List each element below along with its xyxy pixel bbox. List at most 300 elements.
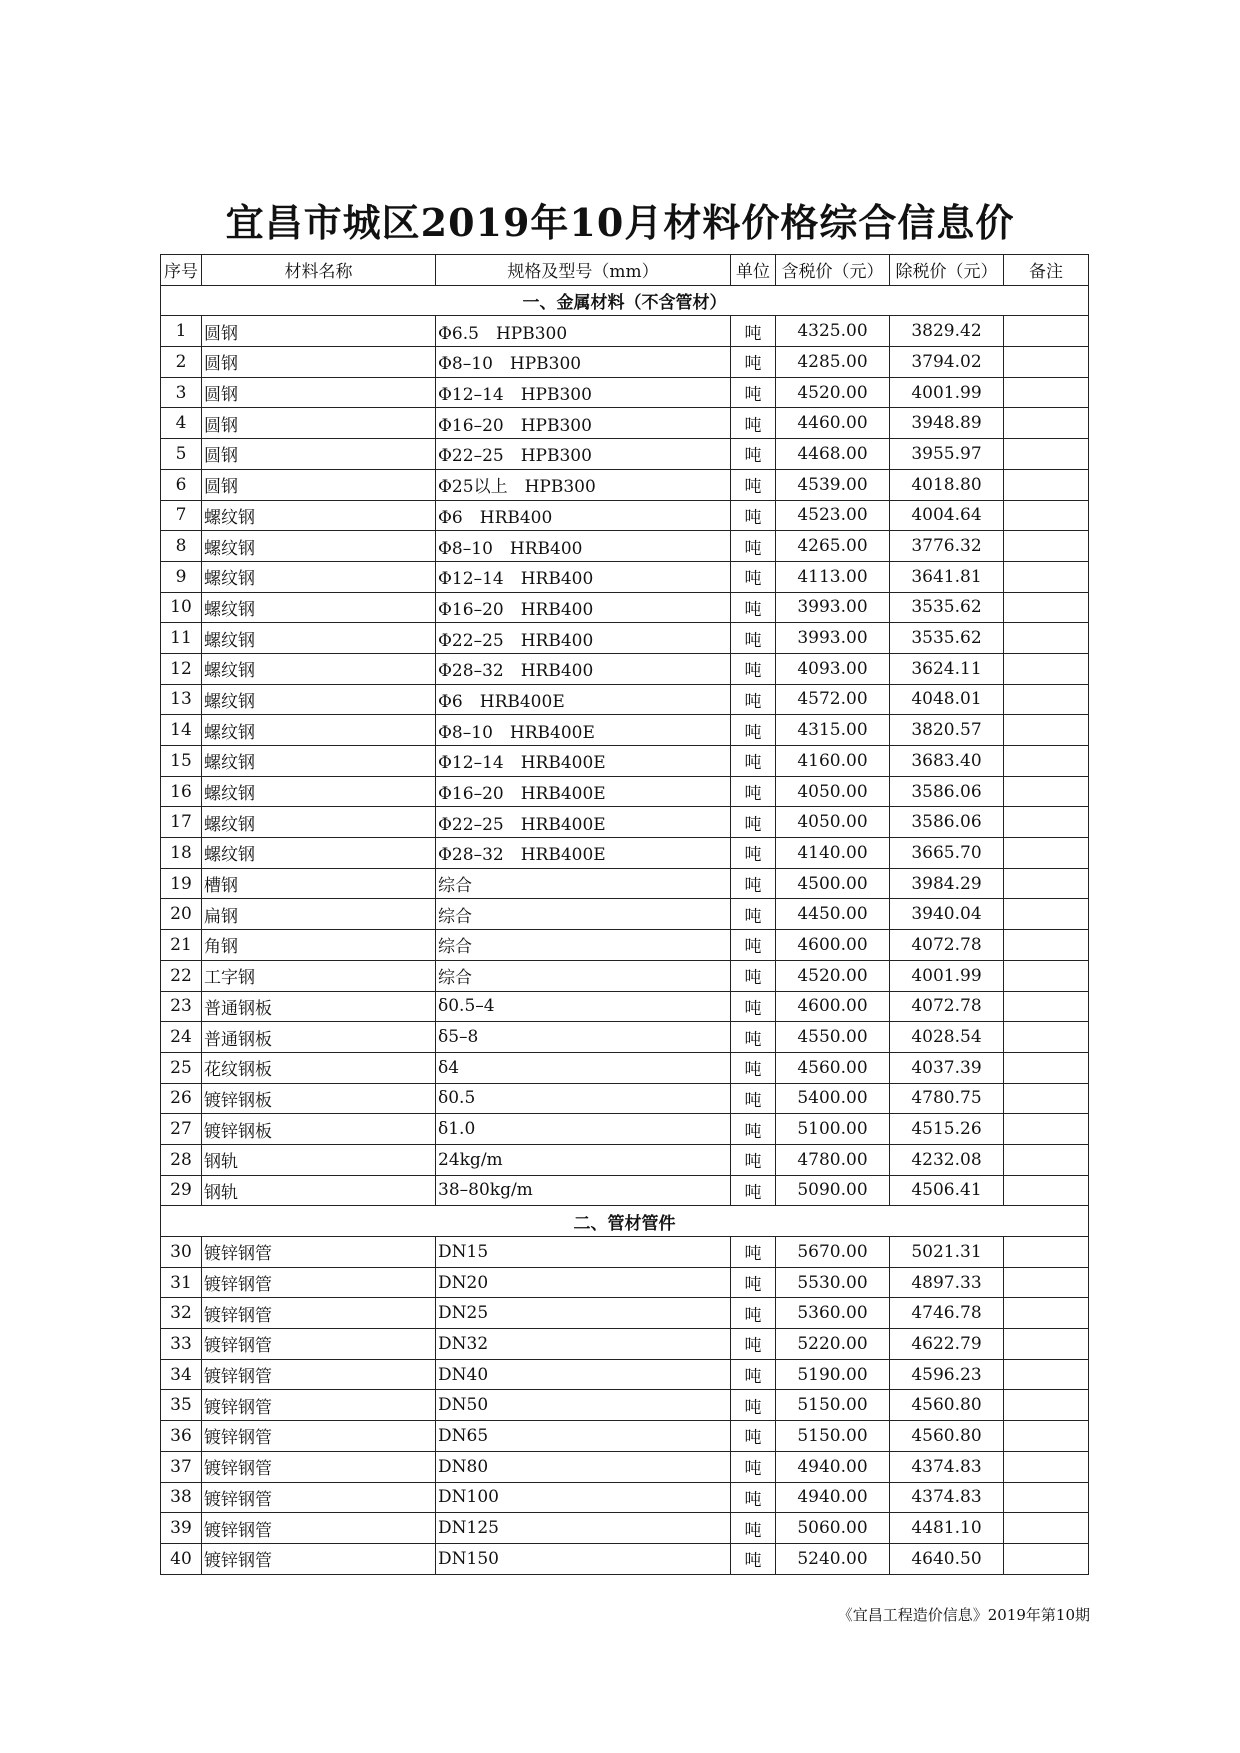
material-name-cell: 镀锌钢板 [202, 1083, 436, 1114]
notax-price-cell: 3665.70 [890, 838, 1004, 869]
price-table [160, 254, 1089, 1575]
spec-model-cell: 综合 [436, 868, 731, 899]
material-name-cell: 圆钢 [202, 377, 436, 408]
table-row [161, 1083, 1089, 1114]
row-no-cell: 35 [161, 1390, 202, 1421]
unit-cell: 吨 [731, 715, 776, 746]
spec-model-cell: 综合 [436, 930, 731, 961]
unit-cell: 吨 [731, 408, 776, 439]
note-cell [1004, 776, 1089, 807]
tax-price-cell: 4500.00 [776, 868, 890, 899]
table-row [161, 1237, 1089, 1268]
tax-price-cell: 4050.00 [776, 807, 890, 838]
material-name-cell: 镀锌钢管 [202, 1451, 436, 1482]
table-row [161, 1267, 1089, 1298]
spec-model-cell: Φ12–14 HRB400 [436, 561, 731, 592]
note-cell [1004, 684, 1089, 715]
tax-price-cell: 4093.00 [776, 653, 890, 684]
notax-price-cell: 4622.79 [890, 1329, 1004, 1360]
notax-price-cell: 3984.29 [890, 868, 1004, 899]
unit-cell: 吨 [731, 807, 776, 838]
unit-cell: 吨 [731, 684, 776, 715]
spec-model-cell: 综合 [436, 960, 731, 991]
spec-model-cell: Φ8–10 HRB400 [436, 531, 731, 562]
table-row [161, 838, 1089, 869]
tax-price-cell: 4325.00 [776, 316, 890, 347]
price-table-body [161, 255, 1089, 1575]
spec-model-cell: DN25 [436, 1298, 731, 1329]
row-no-cell: 6 [161, 469, 202, 500]
notax-price-cell: 4560.80 [890, 1390, 1004, 1421]
tax-price-cell: 4560.00 [776, 1052, 890, 1083]
tax-price-cell: 4600.00 [776, 991, 890, 1022]
material-name-cell: 螺纹钢 [202, 746, 436, 777]
material-name-cell: 圆钢 [202, 316, 436, 347]
spec-model-cell: DN100 [436, 1482, 731, 1513]
material-name-cell: 圆钢 [202, 469, 436, 500]
notax-price-cell: 4072.78 [890, 930, 1004, 961]
note-cell [1004, 1083, 1089, 1114]
table-row [161, 1114, 1089, 1145]
tax-price-cell: 4160.00 [776, 746, 890, 777]
tax-price-cell: 4520.00 [776, 960, 890, 991]
table-row [161, 408, 1089, 439]
row-no-cell: 5 [161, 439, 202, 470]
table-row [161, 1052, 1089, 1083]
note-cell [1004, 1543, 1089, 1574]
table-row [161, 561, 1089, 592]
note-cell [1004, 408, 1089, 439]
tax-price-cell: 5400.00 [776, 1083, 890, 1114]
notax-price-cell: 3586.06 [890, 776, 1004, 807]
header-note: 备注 [1004, 255, 1089, 286]
material-name-cell: 螺纹钢 [202, 531, 436, 562]
unit-cell: 吨 [731, 1298, 776, 1329]
material-name-cell: 镀锌钢管 [202, 1421, 436, 1452]
table-row [161, 776, 1089, 807]
material-name-cell: 螺纹钢 [202, 684, 436, 715]
material-name-cell: 普通钢板 [202, 991, 436, 1022]
unit-cell: 吨 [731, 1543, 776, 1574]
tax-price-cell: 5670.00 [776, 1237, 890, 1268]
row-no-cell: 1 [161, 316, 202, 347]
unit-cell: 吨 [731, 1390, 776, 1421]
note-cell [1004, 930, 1089, 961]
table-row [161, 868, 1089, 899]
spec-model-cell: 综合 [436, 899, 731, 930]
material-name-cell: 镀锌钢管 [202, 1390, 436, 1421]
note-cell [1004, 1513, 1089, 1544]
note-cell [1004, 316, 1089, 347]
notax-price-cell: 4640.50 [890, 1543, 1004, 1574]
note-cell [1004, 1451, 1089, 1482]
tax-price-cell: 4468.00 [776, 439, 890, 470]
note-cell [1004, 377, 1089, 408]
notax-price-cell: 4596.23 [890, 1359, 1004, 1390]
spec-model-cell: DN150 [436, 1543, 731, 1574]
tax-price-cell: 4265.00 [776, 531, 890, 562]
row-no-cell: 38 [161, 1482, 202, 1513]
tax-price-cell: 4780.00 [776, 1144, 890, 1175]
material-name-cell: 镀锌钢管 [202, 1513, 436, 1544]
tax-price-cell: 4520.00 [776, 377, 890, 408]
row-no-cell: 2 [161, 347, 202, 378]
unit-cell: 吨 [731, 316, 776, 347]
notax-price-cell: 4018.80 [890, 469, 1004, 500]
row-no-cell: 18 [161, 838, 202, 869]
notax-price-cell: 4515.26 [890, 1114, 1004, 1145]
note-cell [1004, 623, 1089, 654]
row-no-cell: 33 [161, 1329, 202, 1360]
table-row [161, 899, 1089, 930]
notax-price-cell: 3683.40 [890, 746, 1004, 777]
row-no-cell: 34 [161, 1359, 202, 1390]
table-row [161, 991, 1089, 1022]
table-row [161, 930, 1089, 961]
unit-cell: 吨 [731, 746, 776, 777]
spec-model-cell: Φ22–25 HRB400 [436, 623, 731, 654]
spec-model-cell: 38–80kg/m [436, 1175, 731, 1206]
table-row [161, 807, 1089, 838]
table-header-row [161, 255, 1089, 286]
table-row [161, 439, 1089, 470]
table-row [161, 592, 1089, 623]
spec-model-cell: Φ16–20 HRB400E [436, 776, 731, 807]
row-no-cell: 28 [161, 1144, 202, 1175]
spec-model-cell: Φ6 HRB400E [436, 684, 731, 715]
notax-price-cell: 5021.31 [890, 1237, 1004, 1268]
row-no-cell: 13 [161, 684, 202, 715]
note-cell [1004, 561, 1089, 592]
tax-price-cell: 4285.00 [776, 347, 890, 378]
unit-cell: 吨 [731, 1022, 776, 1053]
tax-price-cell: 3993.00 [776, 623, 890, 654]
table-row [161, 316, 1089, 347]
material-name-cell: 工字钢 [202, 960, 436, 991]
row-no-cell: 15 [161, 746, 202, 777]
tax-price-cell: 4315.00 [776, 715, 890, 746]
row-no-cell: 32 [161, 1298, 202, 1329]
notax-price-cell: 3820.57 [890, 715, 1004, 746]
material-name-cell: 镀锌钢管 [202, 1298, 436, 1329]
spec-model-cell: Φ6.5 HPB300 [436, 316, 731, 347]
row-no-cell: 26 [161, 1083, 202, 1114]
table-row [161, 377, 1089, 408]
material-name-cell: 钢轨 [202, 1144, 436, 1175]
material-name-cell: 钢轨 [202, 1175, 436, 1206]
page-title: 宜昌市城区2019年10月材料价格综合信息价 [225, 200, 1015, 245]
header-name: 材料名称 [202, 255, 436, 286]
row-no-cell: 12 [161, 653, 202, 684]
unit-cell: 吨 [731, 1482, 776, 1513]
row-no-cell: 11 [161, 623, 202, 654]
material-name-cell: 螺纹钢 [202, 561, 436, 592]
table-row [161, 1513, 1089, 1544]
spec-model-cell: Φ28–32 HRB400 [436, 653, 731, 684]
material-name-cell: 螺纹钢 [202, 500, 436, 531]
tax-price-cell: 4600.00 [776, 930, 890, 961]
notax-price-cell: 4560.80 [890, 1421, 1004, 1452]
row-no-cell: 29 [161, 1175, 202, 1206]
notax-price-cell: 4232.08 [890, 1144, 1004, 1175]
spec-model-cell: Φ6 HRB400 [436, 500, 731, 531]
spec-model-cell: DN65 [436, 1421, 731, 1452]
material-name-cell: 花纹钢板 [202, 1052, 436, 1083]
spec-model-cell: Φ22–25 HRB400E [436, 807, 731, 838]
notax-price-cell: 4028.54 [890, 1022, 1004, 1053]
unit-cell: 吨 [731, 991, 776, 1022]
note-cell [1004, 838, 1089, 869]
spec-model-cell: DN20 [436, 1267, 731, 1298]
row-no-cell: 3 [161, 377, 202, 408]
notax-price-cell: 3624.11 [890, 653, 1004, 684]
material-name-cell: 普通钢板 [202, 1022, 436, 1053]
tax-price-cell: 5240.00 [776, 1543, 890, 1574]
table-row [161, 1022, 1089, 1053]
row-no-cell: 22 [161, 960, 202, 991]
notax-price-cell: 3535.62 [890, 623, 1004, 654]
note-cell [1004, 991, 1089, 1022]
tax-price-cell: 5530.00 [776, 1267, 890, 1298]
table-row [161, 715, 1089, 746]
notax-price-cell: 4506.41 [890, 1175, 1004, 1206]
table-row [161, 1421, 1089, 1452]
note-cell [1004, 592, 1089, 623]
material-name-cell: 镀锌钢管 [202, 1237, 436, 1268]
unit-cell: 吨 [731, 1175, 776, 1206]
unit-cell: 吨 [731, 868, 776, 899]
section-title: 一、金属材料（不含管材） [161, 285, 1089, 316]
notax-price-cell: 4001.99 [890, 960, 1004, 991]
tax-price-cell: 5220.00 [776, 1329, 890, 1360]
spec-model-cell: Φ22–25 HPB300 [436, 439, 731, 470]
notax-price-cell: 4001.99 [890, 377, 1004, 408]
note-cell [1004, 807, 1089, 838]
header-unit: 单位 [731, 255, 776, 286]
table-row [161, 1144, 1089, 1175]
notax-price-cell: 3940.04 [890, 899, 1004, 930]
unit-cell: 吨 [731, 561, 776, 592]
unit-cell: 吨 [731, 623, 776, 654]
notax-price-cell: 4037.39 [890, 1052, 1004, 1083]
header-tax-price: 含税价（元） [776, 255, 890, 286]
note-cell [1004, 1144, 1089, 1175]
tax-price-cell: 5090.00 [776, 1175, 890, 1206]
row-no-cell: 36 [161, 1421, 202, 1452]
notax-price-cell: 4481.10 [890, 1513, 1004, 1544]
tax-price-cell: 4460.00 [776, 408, 890, 439]
notax-price-cell: 4072.78 [890, 991, 1004, 1022]
unit-cell: 吨 [731, 1237, 776, 1268]
spec-model-cell: DN125 [436, 1513, 731, 1544]
material-name-cell: 镀锌钢管 [202, 1482, 436, 1513]
tax-price-cell: 5150.00 [776, 1421, 890, 1452]
notax-price-cell: 4374.83 [890, 1482, 1004, 1513]
unit-cell: 吨 [731, 347, 776, 378]
note-cell [1004, 1298, 1089, 1329]
note-cell [1004, 1359, 1089, 1390]
row-no-cell: 40 [161, 1543, 202, 1574]
unit-cell: 吨 [731, 838, 776, 869]
tax-price-cell: 3993.00 [776, 592, 890, 623]
tax-price-cell: 5060.00 [776, 1513, 890, 1544]
unit-cell: 吨 [731, 1267, 776, 1298]
material-name-cell: 镀锌钢管 [202, 1329, 436, 1360]
table-row [161, 1451, 1089, 1482]
notax-price-cell: 3641.81 [890, 561, 1004, 592]
tax-price-cell: 4050.00 [776, 776, 890, 807]
footer-source: 《宜昌工程造价信息》2019年第10期 [837, 1606, 1090, 1624]
table-row [161, 1298, 1089, 1329]
unit-cell: 吨 [731, 653, 776, 684]
note-cell [1004, 1421, 1089, 1452]
table-row [161, 1359, 1089, 1390]
unit-cell: 吨 [731, 1421, 776, 1452]
table-row [161, 1329, 1089, 1360]
unit-cell: 吨 [731, 776, 776, 807]
tax-price-cell: 5100.00 [776, 1114, 890, 1145]
material-name-cell: 螺纹钢 [202, 623, 436, 654]
note-cell [1004, 439, 1089, 470]
tax-price-cell: 4572.00 [776, 684, 890, 715]
unit-cell: 吨 [731, 1513, 776, 1544]
row-no-cell: 7 [161, 500, 202, 531]
table-row [161, 684, 1089, 715]
notax-price-cell: 4048.01 [890, 684, 1004, 715]
unit-cell: 吨 [731, 1359, 776, 1390]
tax-price-cell: 4940.00 [776, 1482, 890, 1513]
row-no-cell: 24 [161, 1022, 202, 1053]
unit-cell: 吨 [731, 1144, 776, 1175]
note-cell [1004, 347, 1089, 378]
note-cell [1004, 1237, 1089, 1268]
spec-model-cell: Φ25以上 HPB300 [436, 469, 731, 500]
notax-price-cell: 3948.89 [890, 408, 1004, 439]
header-no: 序号 [161, 255, 202, 286]
note-cell [1004, 1022, 1089, 1053]
unit-cell: 吨 [731, 1114, 776, 1145]
row-no-cell: 9 [161, 561, 202, 592]
table-row [161, 1175, 1089, 1206]
note-cell [1004, 1052, 1089, 1083]
section-title: 二、管材管件 [161, 1206, 1089, 1237]
row-no-cell: 4 [161, 408, 202, 439]
notax-price-cell: 3955.97 [890, 439, 1004, 470]
material-name-cell: 槽钢 [202, 868, 436, 899]
table-row [161, 500, 1089, 531]
notax-price-cell: 3829.42 [890, 316, 1004, 347]
row-no-cell: 25 [161, 1052, 202, 1083]
notax-price-cell: 3586.06 [890, 807, 1004, 838]
material-name-cell: 扁钢 [202, 899, 436, 930]
tax-price-cell: 5150.00 [776, 1390, 890, 1421]
header-spec: 规格及型号（mm） [436, 255, 731, 286]
spec-model-cell: DN32 [436, 1329, 731, 1360]
row-no-cell: 17 [161, 807, 202, 838]
material-name-cell: 圆钢 [202, 439, 436, 470]
notax-price-cell: 4897.33 [890, 1267, 1004, 1298]
table-row [161, 469, 1089, 500]
material-name-cell: 镀锌钢板 [202, 1114, 436, 1145]
table-row [161, 1390, 1089, 1421]
table-row [161, 623, 1089, 654]
unit-cell: 吨 [731, 592, 776, 623]
unit-cell: 吨 [731, 1329, 776, 1360]
material-name-cell: 螺纹钢 [202, 807, 436, 838]
note-cell [1004, 868, 1089, 899]
material-name-cell: 镀锌钢管 [202, 1543, 436, 1574]
tax-price-cell: 5190.00 [776, 1359, 890, 1390]
row-no-cell: 14 [161, 715, 202, 746]
unit-cell: 吨 [731, 1052, 776, 1083]
material-name-cell: 螺纹钢 [202, 592, 436, 623]
notax-price-cell: 4374.83 [890, 1451, 1004, 1482]
unit-cell: 吨 [731, 531, 776, 562]
unit-cell: 吨 [731, 1451, 776, 1482]
tax-price-cell: 4550.00 [776, 1022, 890, 1053]
spec-model-cell: Φ12–14 HPB300 [436, 377, 731, 408]
notax-price-cell: 3794.02 [890, 347, 1004, 378]
notax-price-cell: 4780.75 [890, 1083, 1004, 1114]
spec-model-cell: δ1.0 [436, 1114, 731, 1145]
unit-cell: 吨 [731, 469, 776, 500]
row-no-cell: 10 [161, 592, 202, 623]
row-no-cell: 30 [161, 1237, 202, 1268]
note-cell [1004, 960, 1089, 991]
notax-price-cell: 3776.32 [890, 531, 1004, 562]
unit-cell: 吨 [731, 500, 776, 531]
row-no-cell: 8 [161, 531, 202, 562]
unit-cell: 吨 [731, 960, 776, 991]
table-row [161, 653, 1089, 684]
material-name-cell: 圆钢 [202, 408, 436, 439]
section-header-row [161, 1206, 1089, 1237]
notax-price-cell: 4004.64 [890, 500, 1004, 531]
tax-price-cell: 5360.00 [776, 1298, 890, 1329]
note-cell [1004, 746, 1089, 777]
unit-cell: 吨 [731, 1083, 776, 1114]
table-row [161, 746, 1089, 777]
note-cell [1004, 1482, 1089, 1513]
row-no-cell: 16 [161, 776, 202, 807]
note-cell [1004, 500, 1089, 531]
spec-model-cell: DN80 [436, 1451, 731, 1482]
notax-price-cell: 4746.78 [890, 1298, 1004, 1329]
note-cell [1004, 715, 1089, 746]
note-cell [1004, 899, 1089, 930]
spec-model-cell: DN15 [436, 1237, 731, 1268]
header-notax-price: 除税价（元） [890, 255, 1004, 286]
spec-model-cell: DN40 [436, 1359, 731, 1390]
note-cell [1004, 1175, 1089, 1206]
material-name-cell: 螺纹钢 [202, 653, 436, 684]
unit-cell: 吨 [731, 899, 776, 930]
note-cell [1004, 1114, 1089, 1145]
spec-model-cell: Φ16–20 HPB300 [436, 408, 731, 439]
row-no-cell: 19 [161, 868, 202, 899]
spec-model-cell: Φ12–14 HRB400E [436, 746, 731, 777]
material-name-cell: 圆钢 [202, 347, 436, 378]
note-cell [1004, 1329, 1089, 1360]
unit-cell: 吨 [731, 439, 776, 470]
row-no-cell: 23 [161, 991, 202, 1022]
tax-price-cell: 4140.00 [776, 838, 890, 869]
row-no-cell: 31 [161, 1267, 202, 1298]
tax-price-cell: 4940.00 [776, 1451, 890, 1482]
tax-price-cell: 4450.00 [776, 899, 890, 930]
row-no-cell: 39 [161, 1513, 202, 1544]
spec-model-cell: δ5–8 [436, 1022, 731, 1053]
